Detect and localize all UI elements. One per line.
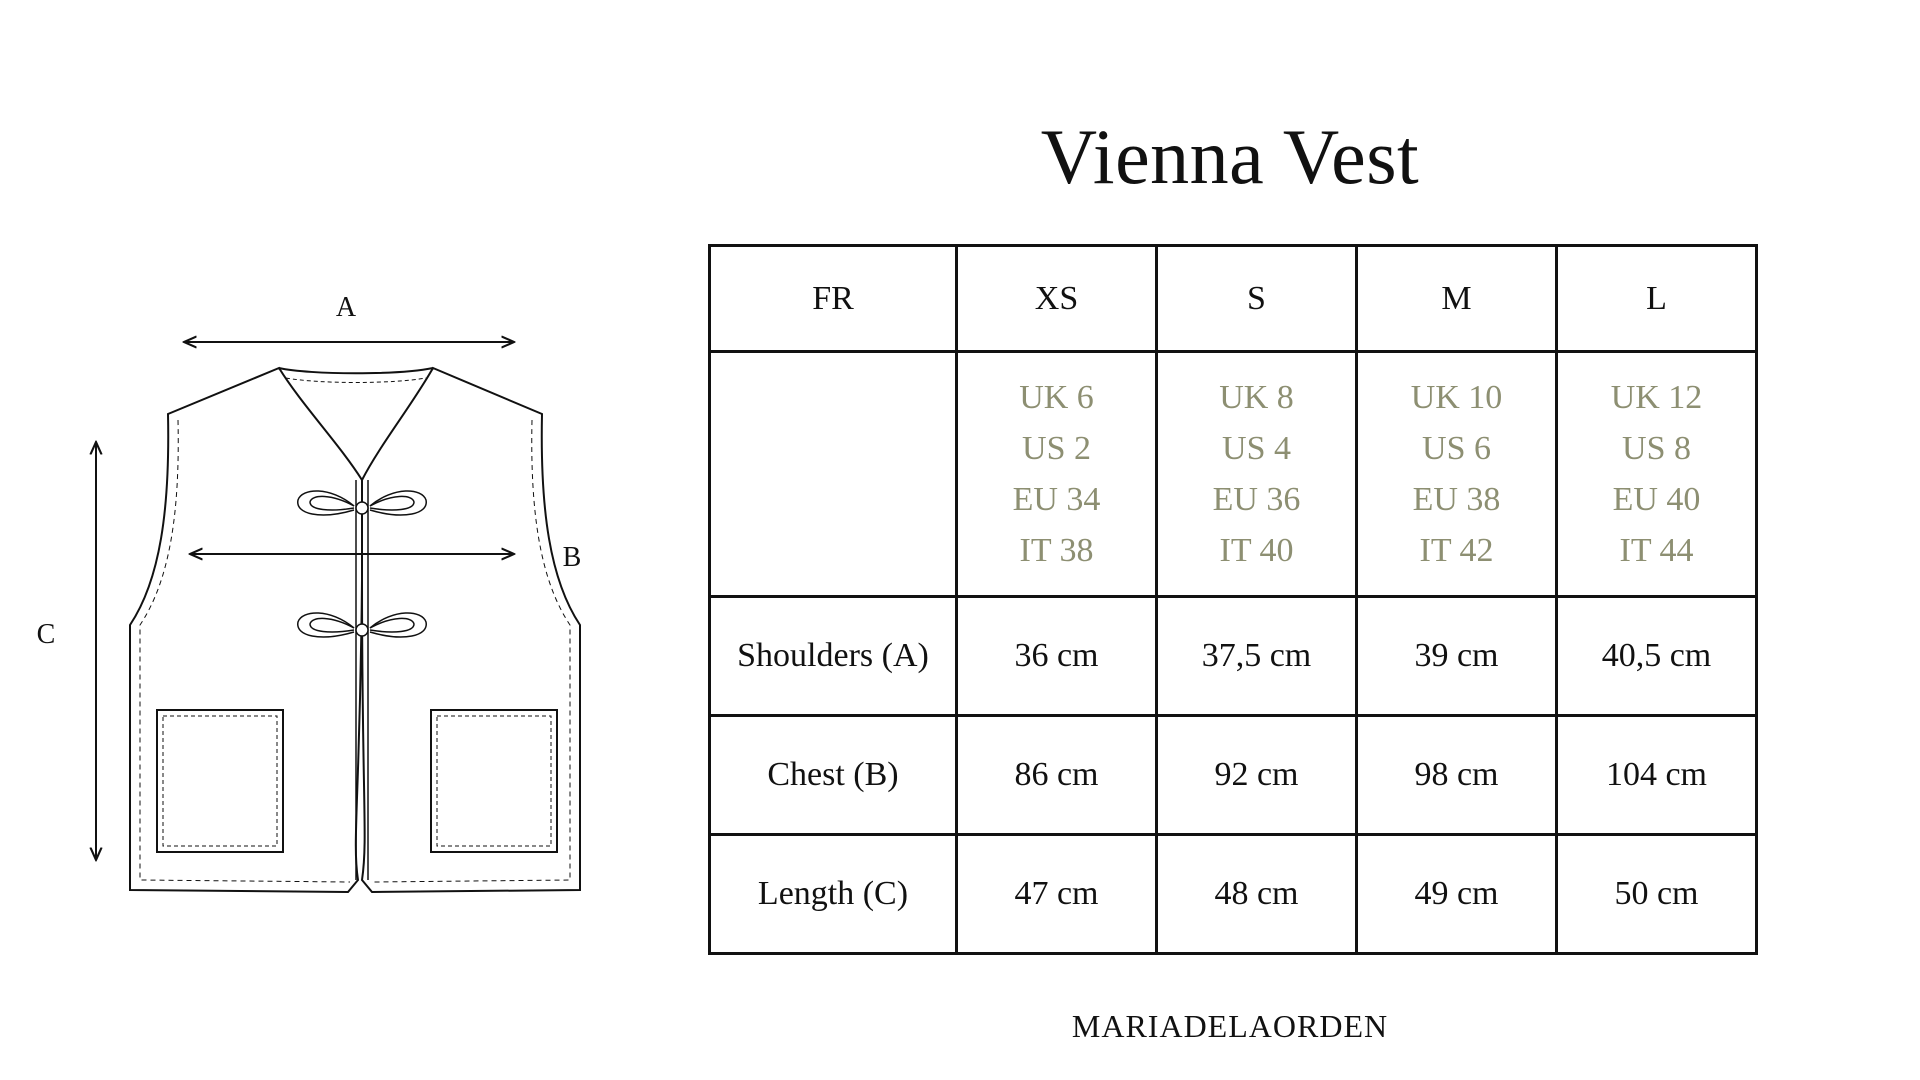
pocket-left bbox=[157, 710, 283, 852]
value-cell: 104 cm bbox=[1557, 716, 1757, 835]
value-cell: 50 cm bbox=[1557, 835, 1757, 954]
brand-name: MARIADELAORDEN bbox=[1071, 1008, 1389, 1044]
conversion-eu: EU 34 bbox=[1012, 481, 1101, 518]
vest-diagram bbox=[20, 280, 610, 900]
conversion-cell-xs bbox=[957, 352, 1157, 597]
table-row-length bbox=[710, 835, 1757, 954]
conversion-uk: UK 10 bbox=[1410, 379, 1503, 416]
conversion-us: US 6 bbox=[1422, 430, 1491, 467]
table-header-row bbox=[710, 246, 1757, 352]
conversion-cell-m bbox=[1357, 352, 1557, 597]
value-cell: 36 cm bbox=[957, 597, 1157, 716]
value-cell: 49 cm bbox=[1357, 835, 1557, 954]
conversion-us: US 4 bbox=[1222, 430, 1291, 467]
value-cell: 40,5 cm bbox=[1557, 597, 1757, 716]
conversion-uk: UK 8 bbox=[1219, 379, 1294, 416]
row-label: Chest (B) bbox=[710, 716, 957, 835]
conversion-it: IT 44 bbox=[1619, 532, 1694, 569]
size-chart-table bbox=[708, 244, 1758, 955]
conversion-it: IT 42 bbox=[1419, 532, 1494, 569]
conversion-eu: EU 36 bbox=[1212, 481, 1301, 518]
vest-outline bbox=[130, 368, 580, 892]
conversion-us: US 8 bbox=[1622, 430, 1691, 467]
pocket-right bbox=[431, 710, 557, 852]
row-label: Shoulders (A) bbox=[710, 597, 957, 716]
value-cell: 39 cm bbox=[1357, 597, 1557, 716]
value-cell: 92 cm bbox=[1157, 716, 1357, 835]
conversion-cell-s bbox=[1157, 352, 1357, 597]
value-cell: 86 cm bbox=[957, 716, 1157, 835]
table-row-shoulders bbox=[710, 597, 1757, 716]
label-b: B bbox=[562, 542, 582, 573]
conversion-us: US 2 bbox=[1022, 430, 1091, 467]
conversion-empty-cell bbox=[710, 352, 957, 597]
value-cell: 37,5 cm bbox=[1157, 597, 1357, 716]
value-cell: 48 cm bbox=[1157, 835, 1357, 954]
header-label-cell: FR bbox=[710, 246, 957, 352]
conversion-it: IT 38 bbox=[1019, 532, 1094, 569]
conversion-eu: EU 40 bbox=[1612, 481, 1701, 518]
label-c: C bbox=[36, 619, 56, 650]
label-a: A bbox=[335, 292, 357, 323]
conversion-uk: UK 12 bbox=[1610, 379, 1703, 416]
conversion-it: IT 40 bbox=[1219, 532, 1294, 569]
value-cell: 98 cm bbox=[1357, 716, 1557, 835]
header-size-s: S bbox=[1157, 246, 1357, 352]
conversion-uk: UK 6 bbox=[1019, 379, 1094, 416]
product-title: Vienna Vest bbox=[1040, 113, 1420, 200]
row-label: Length (C) bbox=[710, 835, 957, 954]
value-cell: 47 cm bbox=[957, 835, 1157, 954]
header-size-xs: XS bbox=[957, 246, 1157, 352]
table-row-chest bbox=[710, 716, 1757, 835]
header-size-l: L bbox=[1557, 246, 1757, 352]
conversion-row bbox=[710, 352, 1757, 597]
header-size-m: M bbox=[1357, 246, 1557, 352]
conversion-cell-l bbox=[1557, 352, 1757, 597]
conversion-eu: EU 38 bbox=[1412, 481, 1501, 518]
